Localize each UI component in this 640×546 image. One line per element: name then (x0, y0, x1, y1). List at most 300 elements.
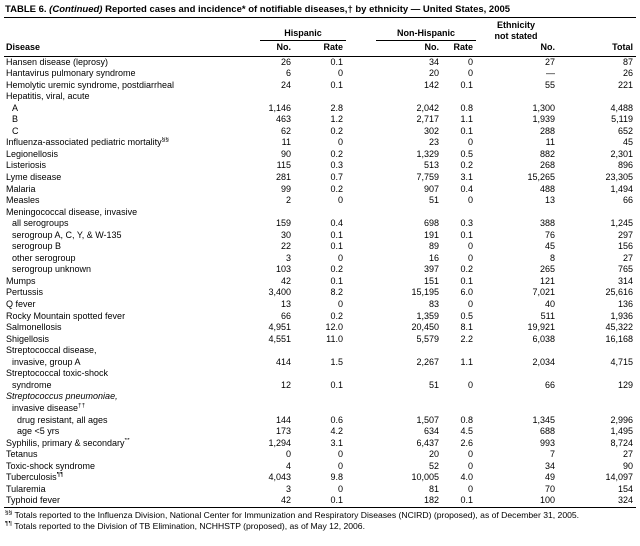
notstated-no-cell: 7,021 (532, 287, 555, 298)
notstated-no-cell: 993 (539, 437, 555, 448)
notstated-no-cell: 15,265 (527, 172, 555, 183)
disease-cell: Syphilis, primary & secondary** (6, 437, 130, 448)
table-row (4, 253, 636, 265)
nonhispanic-rate-cell (442, 207, 476, 219)
disease-cell: Tularemia (6, 483, 46, 494)
notstated-no-cell: — (546, 68, 555, 79)
table-row (4, 345, 636, 357)
notstated-no-cell (476, 403, 558, 415)
table-row (4, 287, 636, 299)
disease-cell: other serogroup (12, 252, 76, 263)
notstated-no-cell: 388 (539, 218, 555, 229)
table-row (4, 311, 636, 323)
hispanic-rate-cell: 0 (337, 449, 343, 460)
table-row (4, 172, 636, 184)
hispanic-no-cell: 2 (285, 195, 291, 206)
total-cell: 221 (617, 79, 633, 90)
notstated-no-cell: 511 (540, 310, 555, 321)
notstated-no-cell: 34 (544, 460, 555, 471)
hispanic-no-cell (250, 91, 294, 103)
nonhispanic-rate-cell: 0 (467, 241, 473, 252)
hispanic-no-cell: 103 (275, 264, 291, 275)
hispanic-no-cell (250, 391, 294, 403)
table-row (4, 368, 636, 380)
nonhispanic-no-cell: 907 (423, 183, 439, 194)
nonhispanic-rate-cell: 0.8 (460, 102, 473, 113)
notstated-no-cell: 2,034 (532, 356, 555, 367)
hispanic-rate-cell: 0.2 (330, 264, 343, 275)
nonhispanic-rate-cell: 0 (467, 299, 473, 310)
hispanic-no-cell: 1,294 (268, 437, 291, 448)
notstated-no-cell: 11 (545, 137, 555, 148)
total-cell: 896 (617, 160, 633, 171)
total-cell: 2,301 (610, 148, 633, 159)
hispanic-no-cell: 6 (285, 68, 291, 79)
nonhispanic-rate-cell: 0 (467, 68, 473, 79)
hispanic-no-cell: 99 (280, 183, 291, 194)
nonhispanic-no-cell: 51 (428, 379, 439, 390)
nonhispanic-no-cell: 182 (423, 495, 439, 506)
disease-cell: Toxic-shock syndrome (6, 460, 96, 471)
disease-cell: A (12, 102, 19, 113)
group-header-non-hispanic: Non-Hispanic (376, 28, 476, 41)
nonhispanic-rate-cell: 0.2 (460, 160, 473, 171)
table-title-rest: Reported cases and incidence* of notifiable diseases,† by ethnicity — United States, 2005 (105, 4, 511, 15)
disease-cell: Lyme disease (6, 172, 62, 183)
disease-cell: Shigellosis (6, 333, 50, 344)
hispanic-rate-cell: 0.2 (330, 148, 343, 159)
table-row (4, 426, 636, 438)
notstated-no-cell: 288 (539, 125, 555, 136)
disease-cell: B (12, 114, 19, 125)
nonhispanic-rate-cell: 0.1 (460, 125, 473, 136)
hispanic-rate-cell: 9.8 (330, 472, 343, 483)
table-row (4, 472, 636, 484)
nonhispanic-no-cell: 20,450 (411, 322, 439, 333)
total-cell (558, 403, 636, 415)
hispanic-no-cell: 22 (280, 241, 291, 252)
total-cell: 1,936 (610, 310, 633, 321)
nonhispanic-rate-cell (442, 368, 476, 380)
total-cell: 1,245 (610, 218, 633, 229)
nonhispanic-no-cell: 81 (428, 483, 439, 494)
table-row (4, 218, 636, 230)
nonhispanic-no-cell: 2,267 (416, 356, 439, 367)
hispanic-rate-cell: 4.2 (330, 426, 343, 437)
hispanic-no-cell: 173 (275, 426, 291, 437)
notstated-no-cell: 19,921 (527, 322, 555, 333)
total-cell: 5,119 (611, 114, 633, 125)
nonhispanic-no-cell: 151 (423, 275, 439, 286)
hispanic-rate-cell: 0 (337, 483, 343, 494)
nonhispanic-no-cell: 634 (423, 426, 439, 437)
total-cell: 26 (622, 68, 633, 79)
notstated-no-cell: 1,300 (532, 102, 555, 113)
total-cell (558, 207, 636, 219)
table-row (4, 230, 636, 242)
table-row (4, 299, 636, 311)
column-group-header-row (4, 18, 636, 41)
table-row (4, 264, 636, 276)
nonhispanic-rate-cell (442, 403, 476, 415)
disease-cell: Streptococcal toxic-shock (6, 368, 109, 379)
disease-cell: syndrome (12, 379, 52, 390)
group-header-hispanic: Hispanic (260, 28, 346, 41)
table-row (4, 91, 636, 103)
footnote-marker: †† (78, 402, 86, 409)
ethnicity-not-stated-line1: Ethnicity (496, 20, 535, 30)
hispanic-rate-cell (294, 391, 346, 403)
column-header-nonhispanic-no: No. (424, 42, 439, 52)
notstated-no-cell: 13 (544, 195, 555, 206)
hispanic-no-cell (250, 403, 294, 415)
nonhispanic-rate-cell: 4.5 (460, 426, 473, 437)
table-row (4, 241, 636, 253)
disease-cell: Legionellosis (6, 148, 59, 159)
column-header-disease: Disease (6, 42, 41, 52)
nonhispanic-rate-cell: 1.1 (460, 356, 473, 367)
disease-cell: Tetanus (6, 449, 38, 460)
hispanic-no-cell: 90 (280, 148, 291, 159)
group-header-ethnicity-not-stated (476, 20, 558, 41)
hispanic-rate-cell (294, 403, 346, 415)
nonhispanic-rate-cell: 0.2 (460, 264, 473, 275)
hispanic-no-cell: 42 (280, 275, 291, 286)
notstated-no-cell: 7 (549, 449, 555, 460)
nonhispanic-no-cell: 698 (423, 218, 439, 229)
total-cell: 154 (617, 483, 633, 494)
hispanic-no-cell: 3 (285, 252, 291, 263)
nonhispanic-no-cell (346, 91, 442, 103)
footnote-marker: ¶¶ (5, 521, 12, 528)
nonhispanic-rate-cell: 0.1 (460, 495, 473, 506)
notstated-no-cell: 121 (539, 275, 555, 286)
total-cell (558, 368, 636, 380)
total-cell: 27 (622, 449, 633, 460)
nonhispanic-rate-cell: 0.1 (460, 275, 473, 286)
hispanic-rate-cell: 2.8 (330, 102, 343, 113)
table-row (4, 334, 636, 346)
hispanic-rate-cell (294, 368, 346, 380)
hispanic-rate-cell: 0.1 (330, 275, 343, 286)
table-row (4, 195, 636, 207)
table-row (4, 68, 636, 80)
hispanic-no-cell: 26 (280, 56, 291, 67)
footer-rule (4, 507, 636, 508)
table-row (4, 114, 636, 126)
hispanic-rate-cell: 0.1 (330, 229, 343, 240)
column-header-hispanic-rate: Rate (323, 42, 343, 52)
hispanic-rate-cell: 0.1 (330, 379, 343, 390)
total-cell: 8,724 (610, 437, 633, 448)
disease-cell: Hansen disease (leprosy) (6, 56, 109, 67)
disease-cell: Listeriosis (6, 160, 47, 171)
total-cell: 45 (622, 137, 633, 148)
hispanic-no-cell: 281 (275, 172, 291, 183)
total-cell: 87 (622, 56, 633, 67)
hispanic-rate-cell: 0.7 (330, 172, 343, 183)
nonhispanic-no-cell (346, 403, 442, 415)
table-row (4, 322, 636, 334)
nonhispanic-rate-cell: 0.5 (460, 310, 473, 321)
nonhispanic-rate-cell: 0 (467, 195, 473, 206)
disease-cell: Hepatitis, viral, acute (6, 91, 90, 102)
nonhispanic-no-cell (346, 345, 442, 357)
hispanic-rate-cell: 0 (337, 137, 343, 148)
footnote-marker: ¶¶ (56, 472, 64, 479)
total-cell: 2,996 (610, 414, 633, 425)
nonhispanic-no-cell: 2,042 (416, 102, 439, 113)
column-header-hispanic-no: No. (276, 42, 291, 52)
hispanic-no-cell: 30 (280, 229, 291, 240)
hispanic-rate-cell: 0 (337, 460, 343, 471)
nonhispanic-rate-cell: 0 (467, 460, 473, 471)
table-row (4, 403, 636, 415)
disease-cell: Malaria (6, 183, 36, 194)
table-row (4, 391, 636, 403)
nonhispanic-no-cell: 15,195 (411, 287, 439, 298)
notstated-no-cell: 6,038 (532, 333, 555, 344)
notstated-no-cell: 100 (539, 495, 555, 506)
total-cell: 27 (622, 252, 633, 263)
disease-cell: Rocky Mountain spotted fever (6, 310, 126, 321)
table-row (4, 103, 636, 115)
total-cell: 45,322 (605, 322, 633, 333)
disease-cell: C (12, 125, 19, 136)
total-cell: 136 (617, 299, 633, 310)
disease-cell: Mumps (6, 275, 36, 286)
nonhispanic-rate-cell: 4.0 (460, 472, 473, 483)
table-row (4, 137, 636, 149)
total-cell: 16,168 (605, 333, 633, 344)
nonhispanic-rate-cell: 6.0 (460, 287, 473, 298)
notstated-no-cell: 49 (544, 472, 555, 483)
notstated-no-cell: 45 (544, 241, 555, 252)
table-row (4, 184, 636, 196)
nonhispanic-rate-cell: 2.6 (460, 437, 473, 448)
hispanic-no-cell: 42 (280, 495, 291, 506)
total-cell: 652 (617, 125, 633, 136)
hispanic-no-cell: 4,043 (268, 472, 291, 483)
nonhispanic-rate-cell: 0.5 (460, 148, 473, 159)
disease-cell: serogroup A, C, Y, & W-135 (12, 229, 122, 240)
notstated-no-cell (476, 345, 558, 357)
table-body (4, 57, 636, 507)
disease-cell: invasive, group A (12, 356, 81, 367)
total-cell (558, 391, 636, 403)
nonhispanic-rate-cell: 0 (467, 379, 473, 390)
hispanic-no-cell (250, 345, 294, 357)
total-cell: 297 (617, 229, 633, 240)
table-title (5, 4, 636, 15)
hispanic-rate-cell (294, 345, 346, 357)
disease-cell: Streptococcus pneumoniae, (6, 391, 118, 402)
hispanic-rate-cell: 3.1 (330, 437, 343, 448)
ethnicity-not-stated-line2: not stated (494, 30, 538, 41)
total-cell: 66 (622, 195, 633, 206)
nonhispanic-rate-cell: 0.4 (460, 183, 473, 194)
hispanic-rate-cell: 0.1 (330, 79, 343, 90)
disease-cell: age <5 yrs (17, 426, 60, 437)
total-cell: 314 (617, 275, 633, 286)
table-row (4, 461, 636, 473)
disease-cell: invasive disease†† (12, 402, 86, 413)
nonhispanic-rate-cell: 0 (467, 56, 473, 67)
hispanic-rate-cell: 1.2 (330, 114, 343, 125)
hispanic-no-cell: 1,146 (268, 102, 291, 113)
disease-cell: Hantavirus pulmonary syndrome (6, 68, 136, 79)
hispanic-no-cell: 4,551 (268, 333, 291, 344)
table-row (4, 276, 636, 288)
nonhispanic-no-cell: 51 (428, 195, 439, 206)
hispanic-rate-cell: 0.1 (330, 495, 343, 506)
nonhispanic-no-cell: 1,329 (416, 148, 439, 159)
column-header-row (4, 41, 636, 56)
disease-cell: serogroup unknown (12, 264, 92, 275)
nonhispanic-no-cell: 302 (423, 125, 439, 136)
column-header-nonhispanic-rate: Rate (453, 42, 473, 52)
hispanic-rate-cell: 0.1 (330, 56, 343, 67)
hispanic-no-cell: 3 (285, 483, 291, 494)
hispanic-no-cell: 3,400 (268, 287, 291, 298)
nonhispanic-no-cell (346, 391, 442, 403)
nonhispanic-rate-cell: 8.1 (460, 322, 473, 333)
disease-cell: Salmonellosis (6, 322, 62, 333)
nonhispanic-no-cell: 20 (428, 449, 439, 460)
hispanic-rate-cell: 0.2 (330, 125, 343, 136)
total-cell: 25,616 (605, 287, 633, 298)
table-title-prefix: TABLE 6. (5, 4, 47, 15)
hispanic-rate-cell: 11.0 (326, 333, 343, 344)
notstated-no-cell: 688 (539, 426, 555, 437)
table-title-continued: (Continued) (49, 4, 103, 15)
hispanic-rate-cell: 12.0 (325, 322, 343, 333)
table-row (4, 126, 636, 138)
nonhispanic-no-cell: 2,717 (416, 114, 439, 125)
table-row (4, 207, 636, 219)
nonhispanic-no-cell: 191 (423, 229, 439, 240)
nonhispanic-rate-cell: 0.1 (460, 79, 473, 90)
total-cell (558, 91, 636, 103)
total-cell: 765 (617, 264, 633, 275)
hispanic-rate-cell: 0.3 (330, 160, 343, 171)
hispanic-rate-cell: 0 (337, 252, 343, 263)
notstated-no-cell: 1,939 (532, 114, 555, 125)
total-cell: 23,305 (605, 172, 633, 183)
hispanic-rate-cell (294, 91, 346, 103)
hispanic-no-cell: 11 (281, 137, 291, 148)
hispanic-no-cell: 115 (276, 160, 291, 171)
footnote (4, 521, 636, 533)
nonhispanic-no-cell: 6,437 (416, 437, 439, 448)
disease-cell: Meningococcal disease, invasive (6, 206, 138, 217)
nonhispanic-rate-cell (442, 91, 476, 103)
hispanic-rate-cell (294, 207, 346, 219)
hispanic-no-cell: 62 (280, 125, 291, 136)
hispanic-rate-cell: 0.4 (330, 218, 343, 229)
nonhispanic-no-cell: 16 (428, 252, 439, 263)
hispanic-no-cell: 0 (285, 449, 291, 460)
nonhispanic-no-cell: 5,579 (416, 333, 439, 344)
footnote (4, 510, 636, 522)
table-row (4, 415, 636, 427)
nonhispanic-rate-cell: 0.3 (460, 218, 473, 229)
table-row (4, 380, 636, 392)
disease-cell: Tuberculosis¶¶ (6, 472, 64, 483)
disease-cell: Streptococcal disease, (6, 345, 97, 356)
total-cell: 1,494 (610, 183, 633, 194)
table-row (4, 160, 636, 172)
hispanic-no-cell: 463 (275, 114, 291, 125)
disease-cell: drug resistant, all ages (17, 414, 108, 425)
total-cell: 4,715 (610, 356, 633, 367)
table-row (4, 57, 636, 69)
notstated-no-cell: 70 (544, 483, 555, 494)
hispanic-rate-cell: 0 (337, 195, 343, 206)
disease-cell: Influenza-associated pediatric mortality§§ (6, 137, 169, 148)
notstated-no-cell: 40 (544, 299, 555, 310)
nonhispanic-rate-cell: 0.8 (460, 414, 473, 425)
hispanic-no-cell: 66 (280, 310, 291, 321)
hispanic-rate-cell: 0 (337, 68, 343, 79)
nonhispanic-rate-cell: 0.1 (460, 229, 473, 240)
notstated-no-cell (476, 391, 558, 403)
table-row (4, 495, 636, 507)
nonhispanic-rate-cell: 1.1 (460, 114, 473, 125)
hispanic-no-cell: 13 (280, 299, 291, 310)
table-row (4, 357, 636, 369)
hispanic-no-cell: 4,951 (268, 322, 291, 333)
notstated-no-cell: 27 (544, 56, 555, 67)
disease-cell: all serogroups (12, 218, 69, 229)
disease-cell: Q fever (6, 299, 36, 310)
nonhispanic-no-cell: 23 (428, 137, 439, 148)
nonhispanic-no-cell: 83 (428, 299, 439, 310)
column-header-total: Total (612, 42, 633, 52)
table-row (4, 80, 636, 92)
disease-cell: Measles (6, 195, 40, 206)
nonhispanic-no-cell: 34 (428, 56, 439, 67)
total-cell (558, 345, 636, 357)
hispanic-no-cell (250, 207, 294, 219)
nonhispanic-no-cell: 142 (423, 79, 439, 90)
table-row (4, 149, 636, 161)
hispanic-rate-cell: 8.2 (330, 287, 343, 298)
notstated-no-cell: 1,345 (532, 414, 555, 425)
disease-cell: serogroup B (12, 241, 62, 252)
total-cell: 1,495 (610, 426, 633, 437)
nonhispanic-no-cell: 89 (428, 241, 439, 252)
table-row (4, 484, 636, 496)
nonhispanic-rate-cell (442, 391, 476, 403)
nonhispanic-no-cell (346, 368, 442, 380)
footnote-marker: §§ (5, 509, 13, 517)
hispanic-no-cell: 4 (285, 460, 291, 471)
hispanic-rate-cell: 0.2 (330, 310, 343, 321)
notstated-no-cell: 488 (539, 183, 555, 194)
notstated-no-cell: 66 (544, 379, 555, 390)
hispanic-rate-cell: 0 (337, 299, 343, 310)
footnote-marker: §§ (161, 137, 169, 144)
nonhispanic-rate-cell (442, 345, 476, 357)
total-cell: 4,488 (610, 102, 633, 113)
column-header-notstated-no: No. (540, 42, 555, 52)
nonhispanic-no-cell: 1,359 (416, 310, 439, 321)
total-cell: 90 (622, 460, 633, 471)
nonhispanic-no-cell: 10,005 (411, 472, 439, 483)
nonhispanic-rate-cell: 3.1 (460, 172, 473, 183)
table-row (4, 438, 636, 450)
